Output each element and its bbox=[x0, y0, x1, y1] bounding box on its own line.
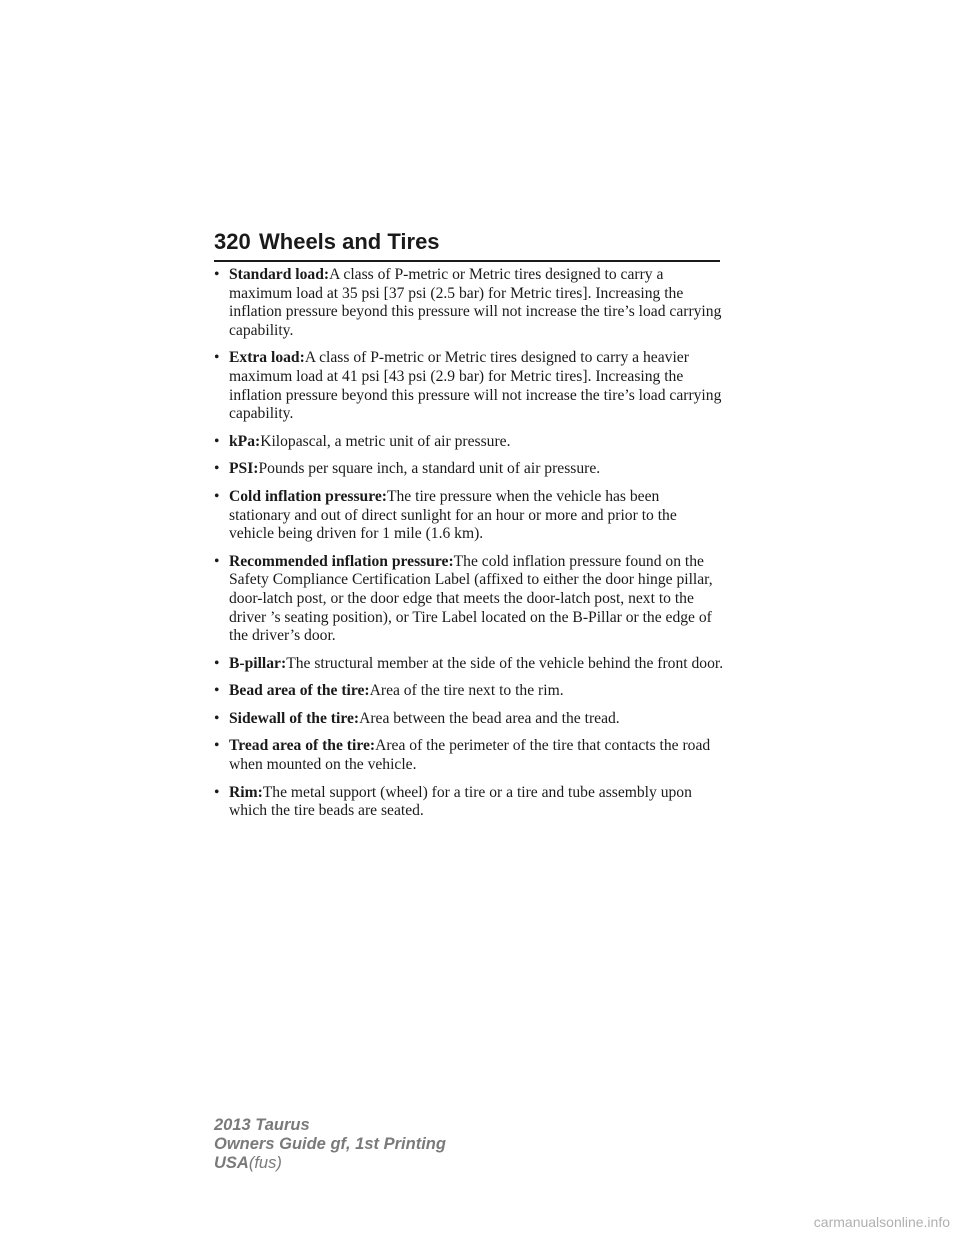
list-item bbox=[214, 710, 724, 729]
bullet-icon: • bbox=[214, 432, 220, 450]
page-number: 320 bbox=[214, 229, 251, 254]
glossary-definition: The tire pressure when the vehicle has been stationary and out of direct sunlight for an hour or more and prior to the vehicle being driven for 1 mile (1.6 km). bbox=[229, 487, 677, 543]
glossary-definition: The structural member at the side of the vehicle behind the front door. bbox=[286, 654, 724, 672]
watermark: carmanualsonline.info bbox=[813, 1214, 950, 1230]
list-item bbox=[214, 784, 724, 821]
bullet-icon: • bbox=[214, 349, 220, 367]
footer-region-code: (fus) bbox=[248, 1154, 282, 1172]
list-item bbox=[214, 737, 724, 774]
list-item bbox=[214, 655, 724, 674]
glossary-term: Sidewall of the tire: bbox=[229, 709, 360, 727]
list-item bbox=[214, 488, 724, 544]
glossary-definition: A class of P-metric or Metric tires designed to carry a maximum load at 35 psi [37 psi (2.5 bar) for Metric tires]. Increasing the inflation pressure beyond this pressure will not increase the tire’s load carrying capability. bbox=[229, 266, 722, 339]
list-item bbox=[214, 349, 724, 423]
bullet-icon: • bbox=[214, 487, 220, 505]
glossary-term: Recommended inflation pressure: bbox=[229, 552, 454, 570]
bullet-icon: • bbox=[214, 654, 220, 672]
glossary-definition: Pounds per square inch, a standard unit of air pressure. bbox=[258, 460, 601, 478]
section-title: Wheels and Tires bbox=[259, 229, 440, 254]
list-item bbox=[214, 266, 724, 340]
glossary-term: Extra load: bbox=[229, 349, 305, 367]
list-item bbox=[214, 433, 724, 452]
document-footer bbox=[214, 1116, 446, 1173]
bullet-icon: • bbox=[214, 737, 220, 755]
footer-line-model: 2013 Taurus bbox=[214, 1116, 310, 1134]
glossary-term: Rim: bbox=[229, 783, 263, 801]
bullet-icon: • bbox=[214, 709, 220, 727]
bullet-icon: • bbox=[214, 552, 220, 570]
footer-region: USA bbox=[214, 1154, 249, 1172]
list-item bbox=[214, 682, 724, 701]
glossary-term: B-pillar: bbox=[229, 654, 287, 672]
glossary-definition: Kilopascal, a metric unit of air pressure. bbox=[260, 432, 511, 450]
glossary-definition: Area of the tire next to the rim. bbox=[369, 682, 564, 700]
bullet-icon: • bbox=[214, 682, 220, 700]
list-item bbox=[214, 553, 724, 646]
glossary-term: kPa: bbox=[229, 432, 261, 450]
glossary-definition: The metal support (wheel) for a tire or a tire and tube assembly upon which the tire beads are seated. bbox=[229, 783, 692, 820]
glossary-term: Tread area of the tire: bbox=[229, 737, 376, 755]
bullet-icon: • bbox=[214, 266, 220, 283]
glossary-term: Standard load: bbox=[229, 266, 330, 283]
glossary-definition: A class of P-metric or Metric tires designed to carry a heavier maximum load at 41 psi [43 psi (2.9 bar) for Metric tires]. Increasing the inflation pressure beyond this pressure will not increase the tire’s load carrying capability. bbox=[229, 349, 722, 423]
footer-line-edition: Owners Guide gf, 1st Printing bbox=[214, 1135, 446, 1153]
glossary-definition: Area between the bead area and the tread. bbox=[359, 709, 620, 727]
glossary-definition: The cold inflation pressure found on the Safety Compliance Certification Label (affixed to either the door hinge pillar, door-latch post, or the door edge that meets the door-latch post, next to the driver ’s seating position), or Tire Label located on the B-Pillar or the edge of the driver’s door. bbox=[229, 552, 713, 645]
bullet-icon: • bbox=[214, 783, 220, 801]
glossary-term: Bead area of the tire: bbox=[229, 682, 370, 700]
glossary-term: PSI: bbox=[229, 460, 259, 478]
footer-line-region bbox=[214, 1154, 446, 1173]
bullet-icon: • bbox=[214, 460, 220, 478]
page-header bbox=[214, 228, 720, 262]
list-item bbox=[214, 460, 724, 479]
tire-glossary-list bbox=[214, 266, 724, 830]
glossary-term: Cold inflation pressure: bbox=[229, 487, 387, 505]
glossary-definition: Area of the perimeter of the tire that contacts the road when mounted on the vehicle. bbox=[229, 737, 711, 774]
